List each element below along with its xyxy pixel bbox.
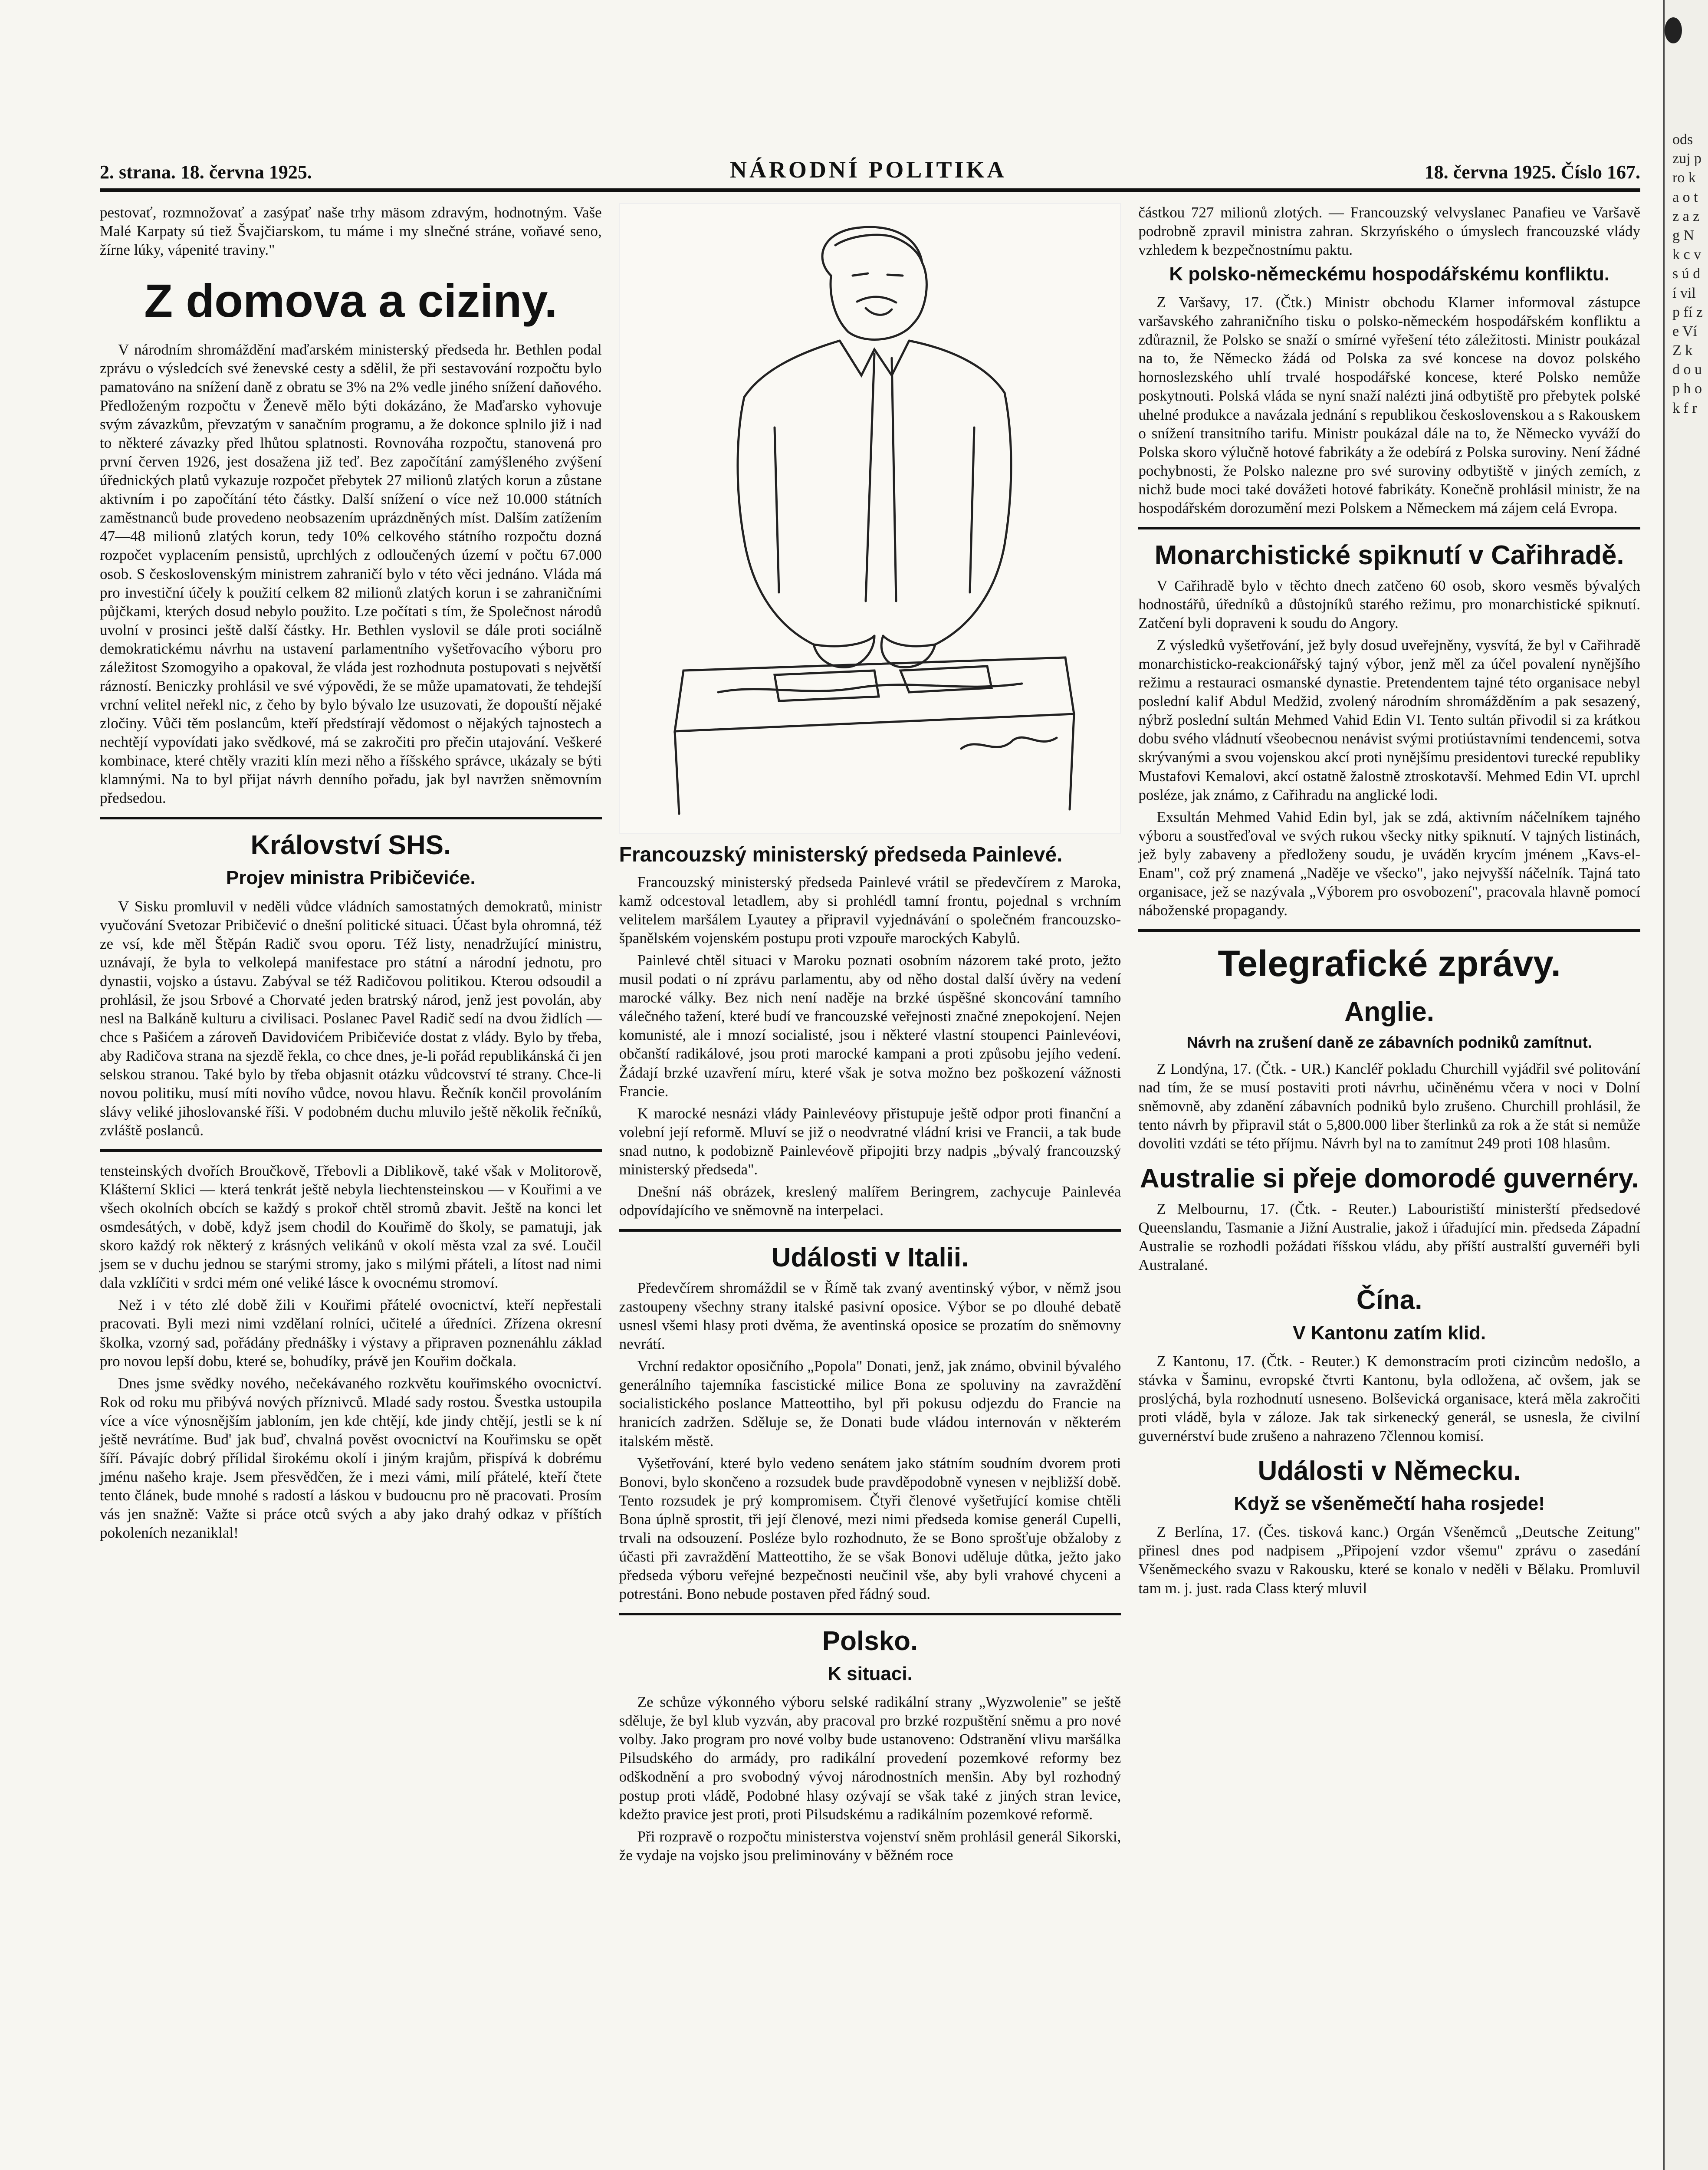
col2-p1: Francouzský ministerský předseda Painlevé vrátil se předevčírem z Maroka, kamž odcestoval letadlem, aby si prohlédl tamní frontu, pojednal s vrchním velitelem maršálem Lyautey a připravil vyjednávání o společném francouzsko-španělském vojenském postupu proti vzpouře marockých Kabylů. (619, 874, 1121, 947)
col1-intro: pestovať, rozmnožovať a zasýpať naše trhy mäsom zdravým, hodnotným. Vaše Malé Karpaty sú tiež Švajčiarskom, tu máme i my slnečné stráne, voňavé seno, žírne lúky, vápenité traviny." (100, 204, 602, 259)
col2-p8: Ze schůze výkonného výboru selské radikální strany „Wyzwolenie" se ještě sděluje, že byl klub vyzván, aby pracoval pro brzké rozpuštění sněmu a pro nové volby. Jako program pro nové volby bude ustanoveno: Odstranění vlivu maršálka Pilsudského do armády, pro radikální provedení pozemkové reformy bez odškodnění a pro svobodný vývoj národnostních menšin. Aby byl rozhodný postup proti vládě, Podobné hlasy ozývají se však také z jiných stran levice, kdežto pravice jest proti, proti Pilsudskému a radikálním pozemkové reformě. (619, 1693, 1121, 1823)
col1-p4: Než i v této zlé době žili v Kouřimi přátelé ovocnictví, kteří nepřestali pracovati. Byli mezi nimi vzdělaní rolníci, učitelé a úředníci. Zřízena okresní školka, vzorný sad, pořádány přednášky i výstavy a připraven poznenáhlu základ pro novou lepší dobu, které se, bohudíky, právě jen Kouřim dočkala. (100, 1296, 602, 1370)
header-left: 2. strana. 18. června 1925. (100, 161, 312, 183)
heading-anglie: Anglie. (1344, 997, 1435, 1027)
subheading-nemecko: Když se všeněmečtí haha rosjede! (1234, 1493, 1545, 1515)
painleve-drawing (619, 203, 1121, 834)
heading-australie: Australie si přeje domorodé guvernéry. (1140, 1163, 1639, 1194)
col2-p6: Vrchní redaktor oposičního „Popola" Donati, jenž, jak známo, obvinil bývalého generálního tajemníka fascistické milice Bona ze spoluviny na zavraždění socialistického poslance Matteottiho, byl při pokusu odjezdu do Francie na hranicích zadržen. Sděluje se, že Donati bude vládou internován v některém italském městě. (619, 1358, 1121, 1450)
heading-domov: Z domova a ciziny. (144, 274, 558, 327)
col2-p9: Při rozpravě o rozpočtu ministerstva vojenství sněm prohlásil generál Sikorski, že vydaje na vojsko jsou preliminovány v běžném roce (619, 1828, 1121, 1864)
heading-cina: Čína. (1356, 1285, 1422, 1315)
subheading-shs: Projev ministra Pribičeviće. (226, 867, 476, 889)
col1-p5: Dnes jsme svědky nového, nečekávaného rozkvětu kouřimského ovocnictví. Rok od roku mu přibývá nových příznivců. Mladé sady rostou. Švestka ustoupila více a více výnosnějším jabloním, jen kde chtějí, kde jindy chtějí, jestli se k ní ještě nevrátíme. Bud' jak buď, chvalná pověst ovocnictví na Kouřimsku se opět šíří. Pávajíc dobrý přílidal širokému okolí i jiným krajům, přispívá k dobrému jménu našeho kraje. Jsem přesvědčen, že i mezi vámi, milí přátelé, kteří čtete tento článek, bude mnohé s radostí a láskou v budoucnu pro ně pracovati. Prosím vás jen snažně: Važte si práce otců svých a aby jako drahý odkaz v příštích pokoleních nezaniklal! (100, 1374, 602, 1541)
divider (619, 1229, 1121, 1232)
col1-p2: V Sisku promluvil v neděli vůdce vládních samostatných demokratů, ministr vyučování Svetozar Pribičević o dnešní politické situaci. Účast byla ohromná, též ze vsí, kde měl Štěpán Radič svou oporu. Též listy, nenadržující ministru, uznávají, že byla to velkolepá manifestace pro státní a národní jednotu, pro dynastii, vojsko a ústavu. Zabýval se též Radičovou politikou. Kterou odsoudil a prohlásil, že jsou Srbové a Chorvaté jeden bratrský národ, jenž jest povolán, aby nesl na Balkáně kulturu a civilisaci. Poslanec Pavel Radič sedí na dvou židlích — chce s Pašićem a zároveň Davidovićem Pribičeviće dostat z vlády. Bylo by třeba, aby Radičova strana na sjezdě řekla, co chce dnes, je-li pořád republikánská či jen selskou stranou. Také bylo by třeba objasnit otázku vůdcovství té strany. Chce-li novou politiku, musí míti novího vůdce, novou hlavu. Řečník končil provoláním slávy veliké jihoslovanské říši. V podobném duchu mluvilo ještě několik řečníků, zvláště poslanců. (100, 898, 602, 1139)
header-right: 18. června 1925. Číslo 167. (1424, 161, 1640, 183)
heading-telegraficke: Telegrafické zprávy. (1218, 943, 1561, 984)
col2-p3: K marocké nesnázi vlády Painlevéovy přistupuje ještě odpor proti finanční a volební její reformě. Mluví se již o neodvratné vládní krisi ve Francii, a tak bude snad nutno, k podobizně Painlevéově připojiti brzy nadpis „bývalý francouzský ministerský předseda". (619, 1105, 1121, 1178)
col3-p7: Z Kantonu, 17. (Čtk. - Reuter.) K demonstracím proti cizincům nedošlo, a stávka v Šaminu, evropské čtvrti Kantonu, byla odložena, ač ovšem, jak se proslýchá, byla rozhodnutí usneseno. Bolševická organisace, která měla zakročiti proti vládě, byla v záloze. Jak tak sirkenecký generál, se usnesla, že civilní guvernérství bude zrušeno a nahrazeno 7člennou komisí. (1138, 1352, 1641, 1444)
margin-text: ods zuj pro k a o t z a z g N k c v s ú dí vil p fí ze Ví Z k d o u p h o k f r (1672, 132, 1703, 416)
col3-intro: částkou 727 milionů zlotých. — Francouzský velvyslanec Panafieu ve Varšavě podrobně zpravil ministra zahran. Skrzyńského o úmyslech francouzské vlády vzhledem k bezpečnostnímu paktu. (1138, 204, 1641, 259)
divider (100, 817, 602, 819)
heading-italie: Události v Italii. (771, 1242, 969, 1272)
portrait-sketch-icon (631, 210, 1109, 827)
col3-p3: Z výsledků vyšetřování, jež byly dosud uveřejněny, vysvítá, že byl v Cařihradě monarchisticko-reakcionářský tajný výbor, jenž měl za účel povalení nynějšího režimu a restauraci osmanské dynastie. Pretendentem tajné této organisace nebyl poslední kalif Abdul Medžid, zvolený národním shromážděním a pak sesazený, nýbrž poslední sultán Mehmed Vahid Edin VI. Tento sultán přivodil si za krátkou dobu svého vládnutí všeobecnou nenávist svými protiústavními tendencemi, sotva skrývanými a svou vojenskou akcí proti nynějšímu presidentovi turecké republiky Mustafovi Kemalovi, akcí ostatně žalostně ztroskotavší. Mehmed Edin VI. uprchl posléze, jak známo, z Cařihradu na anglické lodi. (1138, 637, 1641, 803)
col3-p2: V Cařihradě bylo v těchto dnech zatčeno 60 osob, skoro vesměs bývalých hodnostářů, úředníků a důstojníků starého režimu, pro monarchistické spiknutí. Zatčení byli dopraveni k soudu do Angory. (1138, 577, 1641, 632)
heading-carihrad: Monarchistické spiknutí v Cařihradě. (1154, 540, 1624, 570)
col1-p1: V národním shromáždění maďarském ministerský předseda hr. Bethlen podal zprávu o výsledcích své ženevské cesty a sdělil, že při sestavování rozpočtu bylo pamatováno na snížení daně z obratu se 3% na 2% vedle jiného snížení daňového. Předloženým rozpočtu v Ženevě mělo býti dokázáno, že Maďarsko vyhovuje svým závazkům, převzatým v sanačním programu, a že dokonce splnilo již i nad to některé závazky před lhůtou splatnosti. Rovnováha rozpočtu, stanovená pro první červen 1926, jest dosažena již teď. Bez započítání zamýšleného zvýšení úřednických platů vykazuje rozpočet přebytek 27 milionů zlatých korun a zůstane aktivním i po započítání této částky. Další snížení o více než 10.000 státních zaměstnanců bude provedeno neobsazením uprázdněných míst. Dalším zatížením 47—48 milionů zlatých korun, tedy 10% celkového státního rozpočtu dozná rozpočet vyplacením pensistů, uprchlých z odloučených území v počtu 67.000 osob. S československým ministrem zahraničí bylo v této věci jednáno. Vláda má pro investiční účely k použití celkem 82 milionů zlatých korun i se zahraničními půjčkami, kterých dosud nebylo použito. Lze počítati s tím, že Společnost národů uvolní v prosinci ještě další částky. Hr. Bethlen vyslovil se dále proti sociálně demokratickému návrhu na ustavení parlamentního vyšetřovacího výboru pro záležitost Szomogyiho a opakoval, že vláda jest rozhodnuta postupovati s největší rázností. Beniczky prohlásil ve své výpovědi, že se může upamatovati, že tehdejší vrchní velitel neřekl nic, z čeho by bylo bývalo lze usuzovati, že dopouští nějaké zločiny. Vůči těm poslancům, kteří předstírají vědomost o nějakých tajnostech a nechtějí vypovídati jako svědkové, má se zakročiti pro přečin utajování. Veškeré kombinace, které chtěly vraziti klín mezi něho a říšského správce, ukázaly se býti klamnými. Na to byl přijat návrh denního pořadu, jak byl navržen sněmovním předsedou. (100, 341, 602, 807)
newspaper-title: NÁRODNÍ POLITIKA (729, 157, 1007, 183)
heading-polsko: Polsko. (822, 1626, 918, 1656)
col3-p6: Z Melbournu, 17. (Čtk. - Reuter.) Labouristiští ministerští předsedové Queenslandu, Tasmanie a Jižní Australie, jakož i úřadující min. předseda Západní Australie se rozhodli požádati říšskou vládu, aby příští australští guvernéři byli Australané. (1138, 1200, 1641, 1274)
col2-p7: Vyšetřování, které bylo vedeno senátem jako státním soudním dvorem proti Bonovi, bylo skončeno a rozsudek bude pravděpodobně vynesen v nejbližší době. Tento rozsudek je prý kompromisem. Čtyři členové vyšetřující komise chtěli Bona úplně sprostit, tři její členové, mezi nimi předseda komise generál Cupelli, trvali na odsouzení. Posléze bylo rozhodnuto, že se Bono sprošťuje obžaloby z účasti při zavraždění Matteottiho, že se však Bonovi uděluje důtka, ježto jako předseda výboru veřejné bezpečnosti neučinil vše, aby byli vrahové chyceni a potrestáni. Bono nebude postaven před řádný soud. (619, 1454, 1121, 1602)
divider (619, 1613, 1121, 1615)
page-edge-mark (1665, 17, 1682, 43)
subheading-cina: V Kantonu zatím klid. (1293, 1322, 1486, 1344)
subheading-polsko: K situaci. (828, 1663, 913, 1685)
col3-p5: Z Londýna, 17. (Čtk. - UR.) Kancléř pokladu Churchill vyjádřil své politování nad tím, že se musí postaviti proti návrhu, učiněnému včera v noci v Dolní sněmovně, aby zdanění zábavních podniků bylo zrušeno. Churchill prohlásil, že tento návrh by připravil stát o 5,800.000 liber šterlinků za rok a že stát si nemůže dovoliti vzdáti se této příjmu. Návrh byl na to zamítnut 249 proti 108 hlasům. (1138, 1060, 1641, 1152)
subheading-anglie: Návrh na zrušení daně ze zábavních podniků zamítnut. (1186, 1033, 1592, 1052)
col3-p1: Z Varšavy, 17. (Čtk.) Ministr obchodu Klarner informoval zástupce varšavského zahraničního tisku o polsko-německém hospodářském konfliktu a zdůraznil, že Polsko se snaží o smírné vyřešení této záležitosti. Ministr poukázal na to, že Německo žádá od Polska za své koncese na dovoz polského hornoslezského uhlí trvalé hospodářské koncese, které Polsko nemůže poskytnouti. Polská vláda se nyní snaží nalézti jiná odbytiště pro přebytek polské uhelné produkce a navázala jednání s republikou československou a s Rakouskem o snížení transitního tarifu. Ministr poukázal dále na to, že Německo vyváží do Polska skoro výlučně hotové fabrikáty a že odebírá z Polska suroviny. Není žádné pochybnosti, že Polsko nalezne pro své suroviny odbytiště v jiných zemích, z nichž bude moci také dovážeti hotové fabrikáty. Konečně prohlásil ministr, že na hospodářském dorozumění mezi Polskem a Německem má zájem celá Evropa. (1138, 294, 1641, 516)
col3-p8: Z Berlína, 17. (Čes. tisková kanc.) Orgán Všeněmců „Deutsche Zeitung" přinesl dnes pod nadpisem „Připojení vzdor všemu" zprávu o zasedání Všeněmeckého svazu v Rakousku, které se konalo v neděli v Bělaku. Promluvil tam m. j. just. rada Class který mluvil (1138, 1523, 1641, 1597)
col3-p4: Exsultán Mehmed Vahid Edin byl, jak se zdá, aktivním náčelníkem tajného výboru a soustřeďoval ve svých rukou všecky nitky spiknutí. V tajných listinách, jež byly zabaveny a předloženy soudu, je uváděn krycím jménem „Kavs-el-Enam", což prý znamená „Naděje ve všecko", jako nejvyšší náčelník. Tajná tato organisace, jež se nazývala „Výborem pro osvobození", pracovala hlavně pomocí náboženské propagandy. (1138, 808, 1641, 919)
col2-p5: Předevčírem shromáždil se v Římě tak zvaný aventinský výbor, v němž jsou zastoupeny všechny strany italské pasivní oposice. Výbor se po dlouhé debatě usnesl všemi hlasy proti dvěma, že aventinská oposice se prozatím do sněmovny nevrátí. (619, 1279, 1121, 1353)
masthead (100, 156, 1640, 192)
newspaper-page (100, 156, 1640, 1868)
heading-shs: Království SHS. (250, 830, 451, 861)
divider (100, 1149, 602, 1152)
next-page-margin (1663, 0, 1708, 2170)
column-2 (619, 203, 1121, 1868)
divider (1138, 929, 1640, 932)
col2-p2: Painlevé chtěl situaci v Maroku poznati osobním názorem také proto, ježto musil podati o ní zprávu parlamentu, aby od něho dostal další úvěry na vedení marocké války. Bez nich není naděje na brzké úspěšné skoncování tamního válečného tažení, které budí ve francouzské veřejnosti značné znepokojení. Nejen komunisté, ale i mnozí socialisté, jsou i některé vlastní stoupenci Painlevéovi, občanští radikálové, jsou proti marocké kampani a proti způsobu jejího vedení. Žádají brzké uzavření míru, které však je sotva možno bez poškození vážnosti Francie. (619, 952, 1121, 1100)
divider (1138, 527, 1640, 529)
col1-p3: tensteinských dvořích Broučkově, Třebovli a Diblikově, také však v Molitorově, Klášterní Sklici — která tenkrát ještě nebyla liechtensteinskou — v Kouřimi a ve všech okolních obcích se každý s prokoř chtěl stromů zbavit. Ještě na konci let osmdesátých, v době, když jsem chodil do Kouřimě do školy, se pamatuji, jak skoro každý rok některý z krásných velikánů v okolí města vzal za své. Loučil jsem se v duchu jednou se starými stromy, jako s milými přáteli, a lítost nad nimi dala vzklíčiti v srdci mém oné veliké lásce k ovocnému stromoví. (100, 1162, 602, 1292)
heading-polsko-nemecky: K polsko-německému hospodářskému konfliktu. (1169, 263, 1610, 285)
heading-nemecko: Události v Německu. (1258, 1456, 1521, 1486)
drawing-caption: Francouzský ministerský předseda Painlevé. (619, 843, 1063, 866)
col2-p4: Dnešní náš obrázek, kreslený malířem Beringrem, zachycuje Painlevéa odpovídajícího ve sněmovně na interpelaci. (619, 1183, 1121, 1219)
column-1 (100, 203, 602, 1868)
column-3 (1138, 203, 1640, 1868)
